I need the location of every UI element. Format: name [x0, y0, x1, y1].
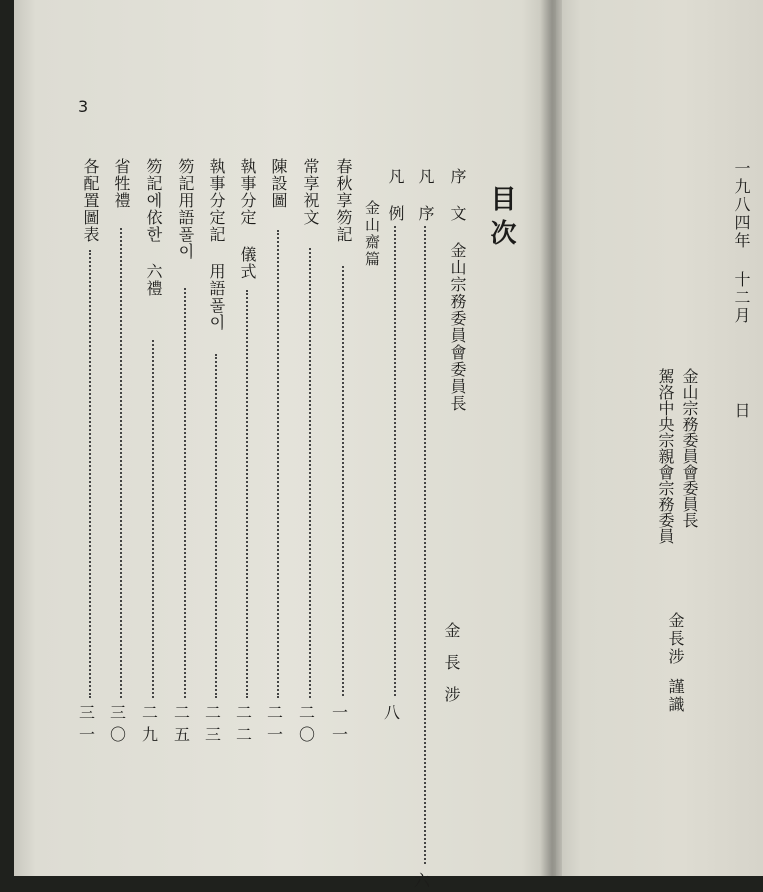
author-title-1: 金山宗務委員會委員長 [680, 368, 699, 528]
toc-entry-title: 執事分定記 用語풀이 [207, 158, 226, 331]
toc-entry-page: 二九 [142, 703, 159, 744]
toc-title: 目次 [486, 185, 516, 253]
toc-entry-title: 常享祝文 [301, 158, 320, 226]
toc-entry-page: 二一 [267, 703, 284, 744]
leader-dots [120, 228, 122, 698]
toc-entry-page: 二二 [236, 703, 253, 744]
toc-entry-title: 執事分定 儀式 [238, 158, 257, 280]
leader-dots [215, 354, 217, 698]
toc-entry-title: 序 文 金山宗務委員會委員長 [448, 168, 467, 412]
toc-entry-title: 陳設圖 [269, 158, 288, 209]
toc-entry-page: 三〇 [110, 703, 127, 744]
toc-entry-page: 一一 [332, 703, 349, 744]
leader-dots [89, 250, 91, 698]
preface-date: 一九八四年 十二月 [732, 160, 751, 325]
leader-dots [152, 340, 154, 698]
toc-entry-page: 八 [384, 703, 401, 722]
toc-entry-title: 春秋享笏記 [334, 158, 353, 243]
leader-dots [246, 290, 248, 698]
toc-entry-title: 省牲禮 [112, 158, 131, 209]
book-gutter [540, 0, 562, 876]
toc-entry-title: 笏記에依한 六禮 [144, 158, 163, 297]
toc-entry-page: 三一 [79, 703, 96, 744]
toc-entry-page: 二三 [205, 703, 222, 744]
toc-entry-title: 凡 序 [416, 168, 435, 222]
toc-author: 金長涉 [442, 622, 461, 718]
signature-suffix: 謹識 [666, 678, 685, 714]
toc-entry-page: 二〇 [299, 703, 316, 744]
toc-entry-title: 笏記用語풀이 [176, 158, 195, 260]
author-signature: 金長涉 [666, 612, 685, 666]
leader-dots [184, 288, 186, 698]
leader-dots [277, 230, 279, 698]
leader-dots [342, 266, 344, 696]
page-number: 3 [78, 97, 89, 116]
toc-entry-page: 六 [414, 871, 431, 890]
author-title-2: 駕洛中央宗親會宗務委員 [656, 368, 675, 544]
toc-entry-page: 二五 [174, 703, 191, 744]
section-heading: 金山齋篇 [363, 200, 381, 268]
leader-dots [394, 226, 396, 696]
leader-dots [309, 248, 311, 698]
toc-entry-title: 各配置圖表 [81, 158, 100, 243]
preface-day: 日 [732, 402, 751, 418]
toc-entry-title: 凡 例 [386, 168, 405, 222]
leader-dots [424, 226, 426, 864]
